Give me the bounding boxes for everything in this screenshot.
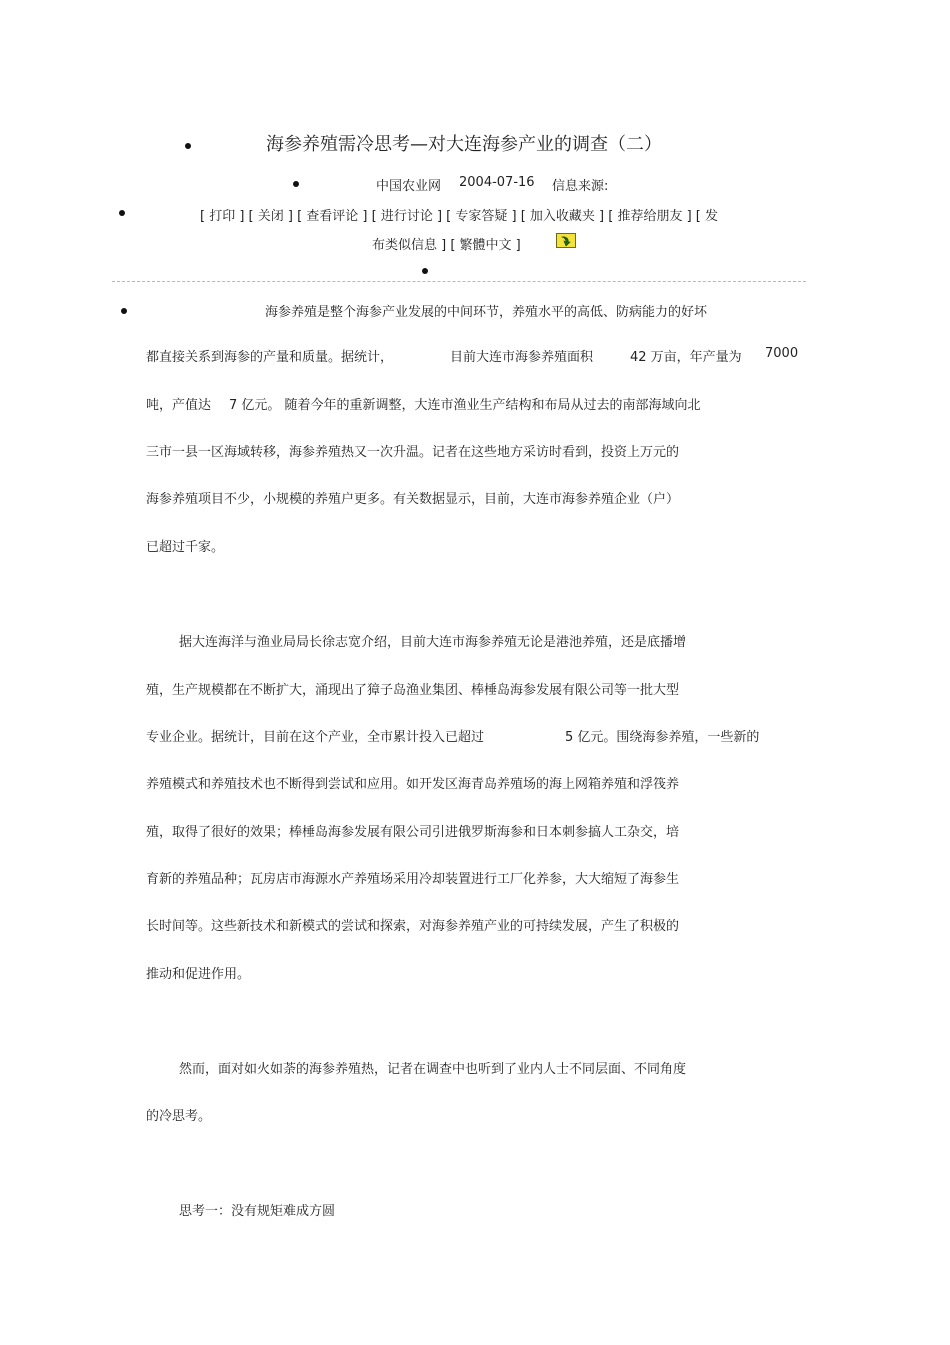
paragraph-1-line-2b: 目前大连市海参养殖面积 [450,350,594,365]
meta-date: 2004-07-16 [459,175,535,190]
paragraph-2-line-4: 养殖模式和养殖技术也不断得到尝试和应用。如开发区海青岛养殖场的海上网箱养殖和浮筏养 [146,777,680,792]
paragraph-2-line-3a: 专业企业。据统计，目前在这个产业，全市累计投入已超过 [146,730,485,745]
paragraph-2-line-5: 殖，取得了很好的效果；棒棰岛海参发展有限公司引进俄罗斯海参和日本刺参搞人工杂交，培 [146,825,680,840]
go-arrow-icon[interactable] [556,233,576,248]
paragraph-2-line-7: 长时间等。这些新技术和新模式的尝试和探索，对海参养殖产业的可持续发展，产生了积极的 [146,919,680,934]
paragraph-1-line-6: 已超过千家。 [146,540,225,555]
paragraph-1-line-4: 三市一县一区海域转移，海参养殖热又一次升温。记者在这些地方采访时看到，投资上万元的 [146,445,680,460]
paragraph-3-line-2: 的冷思考。 [146,1109,212,1124]
paragraph-2-line-1: 据大连海洋与渔业局局长徐志宽介绍，目前大连市海参养殖无论是港池养殖，还是底播增 [179,635,687,650]
paragraph-3-line-1: 然而，面对如火如荼的海参养殖热，记者在调查中也听到了业内人士不同层面、不同角度 [179,1062,687,1077]
article-title: 海参养殖需冷思考—对大连海参产业的调查（二） [266,134,662,155]
paragraph-1-line-3a: 吨，产值达 [146,398,212,413]
paragraph-2-line-3b: 5 亿元。围绕海参养殖，一些新的 [565,730,760,745]
paragraph-2-line-8: 推动和促进作用。 [146,967,251,982]
paragraph-2-line-6: 育新的养殖品种；瓦房店市海源水产养殖场采用冷却装置进行工厂化养参，大大缩短了海参生 [146,872,680,887]
paragraph-1-line-2c: 42 万亩，年产量为 [630,350,742,365]
paragraph-1-line-5: 海参养殖项目不少，小规模的养殖户更多。有关数据显示，目前，大连市海参养殖企业（户） [146,492,680,507]
list-bullet [185,143,191,149]
list-bullet [121,308,127,314]
article-toolbar-line1[interactable]: [ 打印 ] [ 关闭 ] [ 查看评论 ] [ 进行讨论 ] [ 专家答疑 ] [ 加入收藏夹 ] [ 推荐给朋友 ] [ 发 [200,209,718,224]
meta-info-source-label: 信息来源: [552,179,609,194]
list-bullet [422,268,428,274]
content-divider [112,281,806,282]
meta-source-site: 中国农业网 [376,179,442,194]
section-heading-thought-1: 思考一：没有规矩难成方圆 [179,1204,336,1219]
list-bullet [119,210,125,216]
paragraph-1-line-2a: 都直接关系到海参的产量和质量。据统计， [146,350,394,365]
article-toolbar-line2[interactable]: 布类似信息 ] [ 繁體中文 ] [372,238,521,253]
paragraph-2-line-2: 殖，生产规模都在不断扩大，涌现出了獐子岛渔业集团、棒棰岛海参发展有限公司等一批大型 [146,683,680,698]
paragraph-1-line-1: 海参养殖是整个海参产业发展的中间环节，养殖水平的高低、防病能力的好坏 [265,305,708,320]
paragraph-1-line-2d: 7000 [765,346,799,361]
list-bullet [293,181,299,187]
paragraph-1-line-3b: 7 亿元。 随着今年的重新调整，大连市渔业生产结构和布局从过去的南部海域向北 [229,398,701,413]
